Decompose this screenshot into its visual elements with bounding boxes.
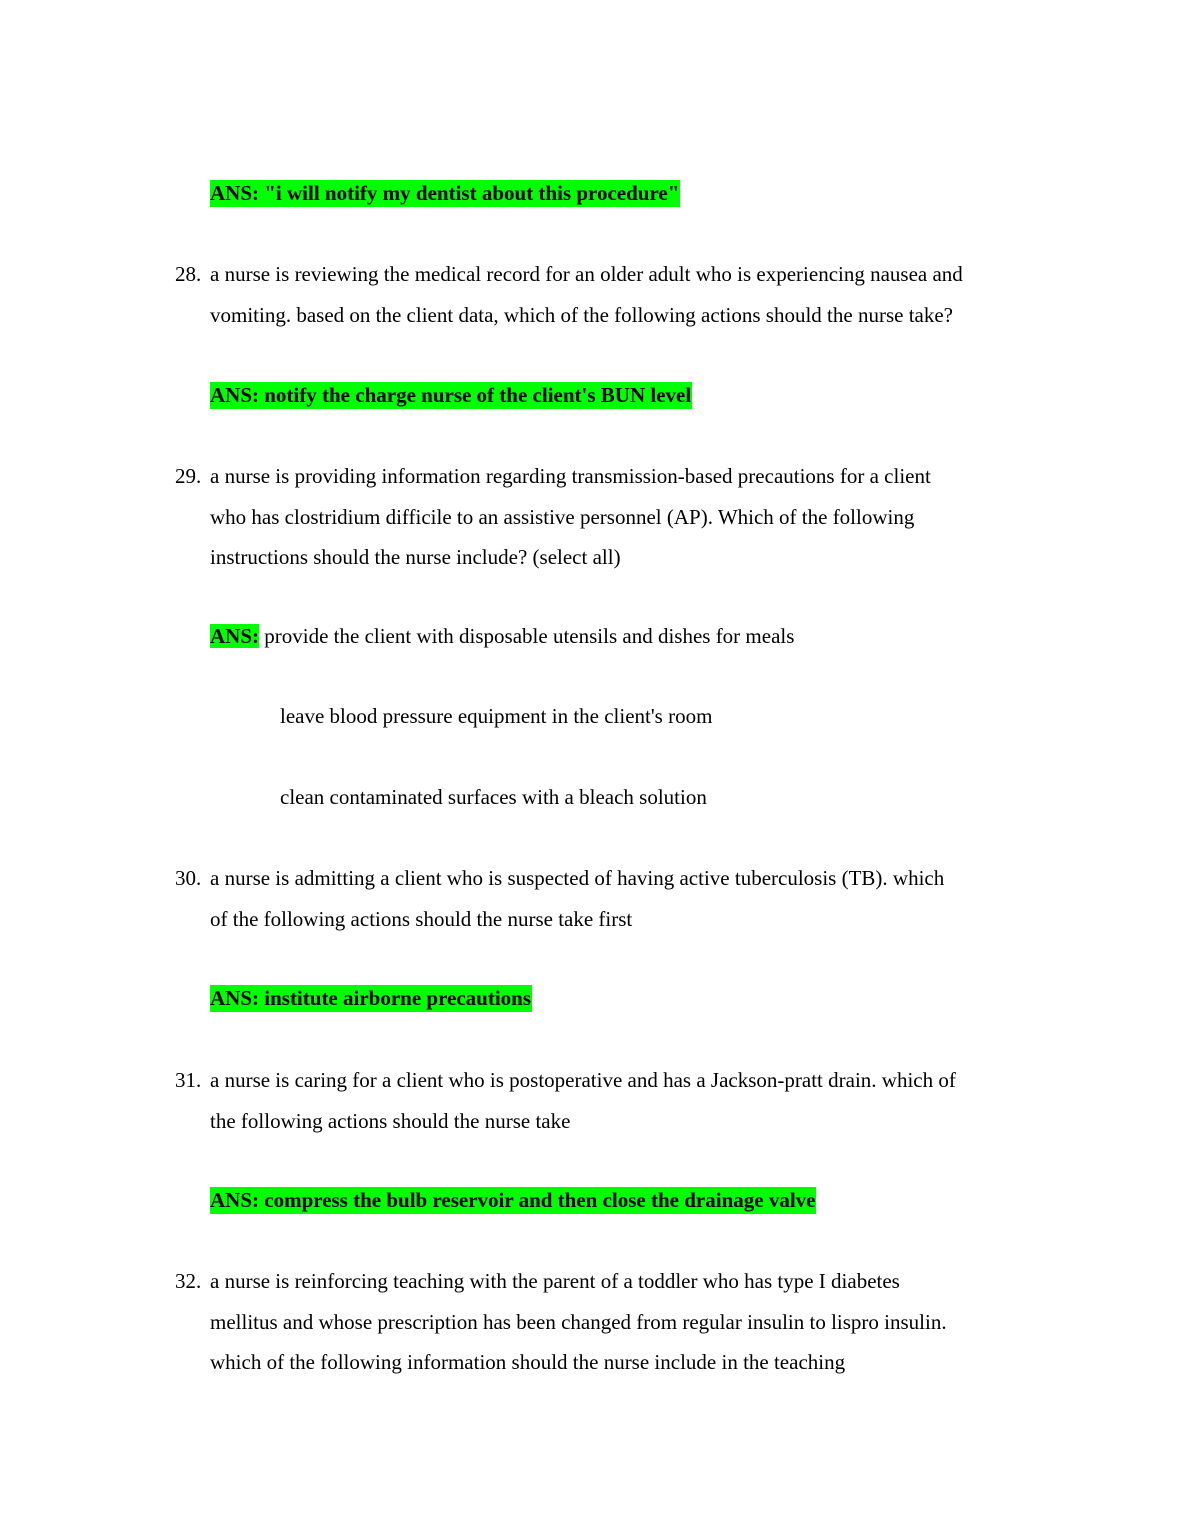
question-30 — [175, 858, 1055, 939]
question-number: 32. — [175, 1269, 202, 1293]
question-line: which of the following information should the nurse include in the teaching — [210, 1350, 846, 1374]
question-text — [210, 858, 1055, 939]
question-line: of the following actions should the nurse take first — [210, 906, 633, 931]
question-line: a nurse is reinforcing teaching with the parent of a toddler who has type I diabetes — [210, 1269, 900, 1293]
question-29 — [175, 456, 1055, 578]
question-line: a nurse is reviewing the medical record for an older adult who is experiencing nausea and — [210, 262, 963, 286]
question-28 — [175, 254, 1055, 335]
question-line: the following actions should the nurse take — [210, 1108, 571, 1133]
question-number: 29. — [175, 464, 202, 488]
question-text — [210, 1261, 1055, 1383]
question-line: a nurse is admitting a client who is suspected of having active tuberculosis (TB). which — [210, 866, 945, 890]
answer-31: ANS: compress the bulb reservoir and then close the drainage valve — [210, 1188, 816, 1212]
question-number: 31. — [175, 1068, 202, 1092]
answer-item: clean contaminated surfaces with a bleach solution — [280, 785, 707, 809]
question-text — [210, 456, 1055, 578]
answer-28: ANS: notify the charge nurse of the client's BUN level — [210, 383, 692, 407]
answer-item: provide the client with disposable utensils and dishes for meals — [264, 624, 795, 648]
answer-30: ANS: institute airborne precautions — [210, 986, 532, 1010]
answer-item: leave blood pressure equipment in the client's room — [280, 704, 713, 728]
question-line: a nurse is providing information regarding transmission-based precautions for a client — [210, 464, 931, 488]
question-number: 28. — [175, 262, 202, 286]
question-line: mellitus and whose prescription has been changed from regular insulin to lispro insulin. — [210, 1309, 947, 1334]
question-32 — [175, 1261, 1055, 1383]
question-line: vomiting. based on the client data, which of the following actions should the nurse take? — [210, 302, 953, 327]
question-line: a nurse is caring for a client who is postoperative and has a Jackson-pratt drain. which of — [210, 1068, 956, 1092]
answer-29 — [210, 623, 794, 650]
question-text — [210, 1060, 1055, 1141]
question-31 — [175, 1060, 1055, 1141]
answer-label: ANS: — [210, 624, 260, 648]
question-line: instructions should the nurse include? (select all) — [210, 545, 621, 569]
answer-27: ANS: "i will notify my dentist about this procedure" — [210, 181, 680, 205]
question-text — [210, 254, 1055, 335]
question-number: 30. — [175, 866, 202, 890]
question-line: who has clostridium difficile to an assistive personnel (AP). Which of the following — [210, 504, 915, 529]
